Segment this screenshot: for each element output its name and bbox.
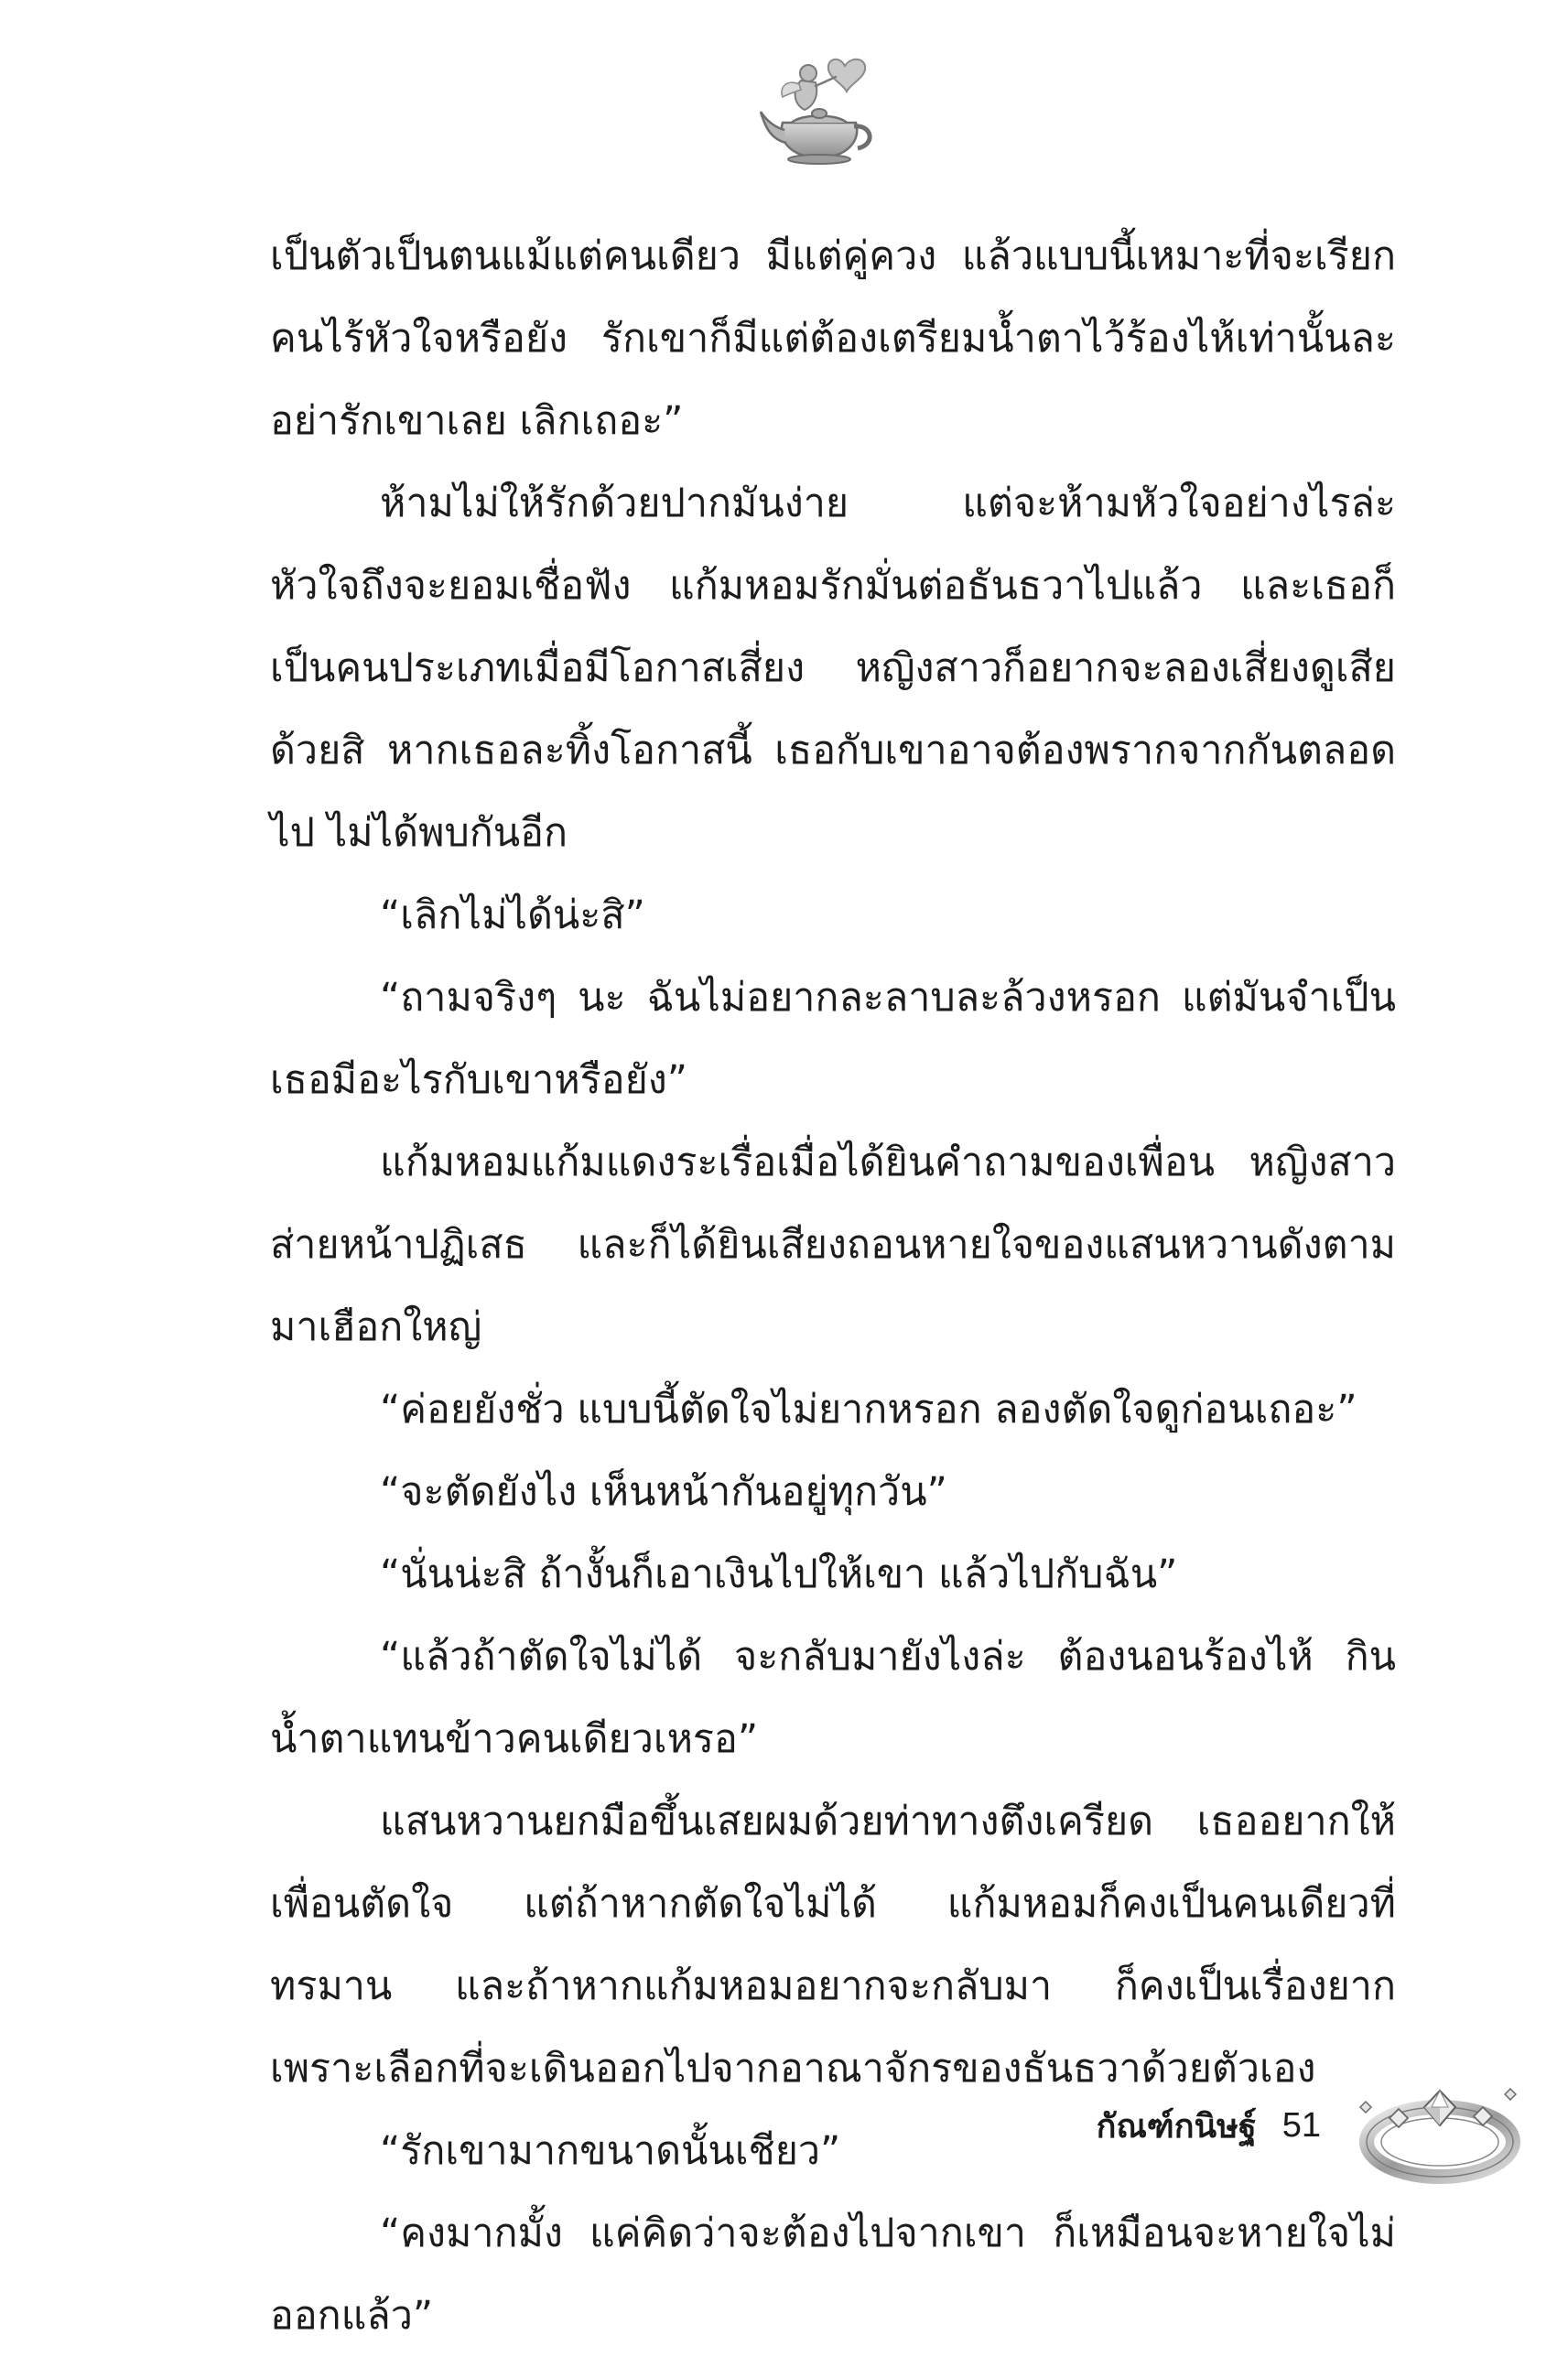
diamond-ring-icon (1353, 2070, 1527, 2189)
paragraph: “เลิกไม่ได้น่ะสิ” (380, 892, 645, 938)
paragraph: “รักเขามากขนาดนั้นเชียว” (380, 2128, 841, 2174)
paragraph: เป็นตัวเป็นตนแม้แต่คนเดียว มีแต่คู่ควง แล้วแบบนี้เหมาะที่จะเรียกคนไร้หัวใจหรือยัง รักเขาก็มีแต่ต้องเตรียมน้ำตาไว้ร้องไห้เท่านั้นละ อย่ารักเขาเลย เลิกเถอะ” (270, 233, 1396, 444)
body-text (270, 215, 1396, 2357)
page-number: 51 (1281, 2105, 1321, 2145)
paragraph: ห้ามไม่ให้รักด้วยปากมันง่าย แต่จะห้ามหัวใจอย่างไรล่ะ หัวใจถึงจะยอมเชื่อฟัง แก้มหอมรักมั่นต่อธันธวาไปแล้ว และเธอก็เป็นคนประเภทเมื่อมีโอกาสเสี่ยง หญิงสาวก็อยากจะลองเสี่ยงดูเสียด้วยสิ หากเธอละทิ้งโอกาสนี้ เธอกับเขาอาจต้องพรากจากกันตลอดไป ไม่ได้พบกันอีก (270, 481, 1396, 856)
page-footer (1097, 2098, 1321, 2153)
paragraph: “นั่นน่ะสิ ถ้างั้นก็เอาเงินไปให้เขา แล้วไปกับฉัน” (380, 1552, 1178, 1597)
paragraph: แก้มหอมแก้มแดงระเรื่อเมื่อได้ยินคำถามของเพื่อน หญิงสาวส่ายหน้าปฏิเสธ และก็ได้ยินเสียงถอนหายใจของแสนหวานดังตามมาเฮือกใหญ่ (270, 1140, 1396, 1350)
paragraph: “ค่อยยังชั่ว แบบนี้ตัดใจไม่ยากหรอก ลองตัดใจดูก่อนเถอะ” (380, 1387, 1357, 1433)
paragraph: “คงมากมั้ง แค่คิดว่าจะต้องไปจากเขา ก็เหมือนจะหายใจไม่ออกแล้ว” (270, 2211, 1396, 2339)
paragraph: “จะตัดยังไง เห็นหน้ากันอยู่ทุกวัน” (380, 1469, 947, 1515)
paragraph: แสนหวานยกมือขึ้นเสยผมด้วยท่าทางตึงเครียด เธออยากให้เพื่อนตัดใจ แต่ถ้าหากตัดใจไม่ได้ แก้มหอมก็คงเป็นคนเดียวที่ทรมาน และถ้าหากแก้มหอมอยากจะกลับมา ก็คงเป็นเรื่องยาก เพราะเลือกที่จะเดินออกไปจากอาณาจักรของธันธวาด้วยตัวเอง (270, 1799, 1396, 2092)
paragraph: “แล้วถ้าตัดใจไม่ได้ จะกลับมายังไงล่ะ ต้องนอนร้องไห้ กินน้ำตาแทนข้าวคนเดียวเหรอ” (270, 1634, 1396, 1762)
author-name: กัณฑ์กนิษฐ์ (1096, 2107, 1257, 2146)
paragraph: “ถามจริงๆ นะ ฉันไม่อยากละลาบละล้วงหรอก แต่มันจำเป็น เธอมีอะไรกับเขาหรือยัง” (270, 975, 1396, 1103)
cupid-teapot-ornament-icon (755, 53, 883, 168)
